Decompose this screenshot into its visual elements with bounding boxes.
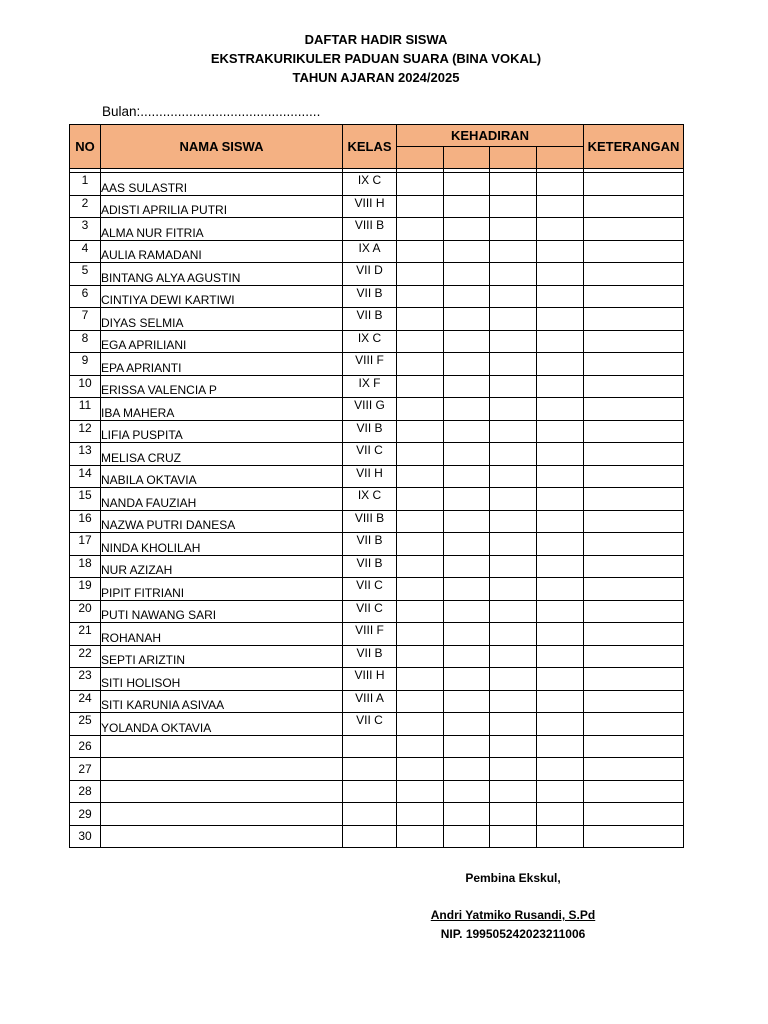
student-class [343,735,397,758]
table-row [70,218,684,241]
remarks-cell [584,803,684,826]
remarks-cell [584,285,684,308]
attendance-cell [490,240,537,263]
attendance-cell [397,195,444,218]
remarks-cell [584,825,684,848]
remarks-cell [584,308,684,331]
attendance-cell [444,758,490,781]
attendance-cell [397,690,444,713]
kehadiran-subcol [444,147,490,169]
row-number: 25 [70,713,101,736]
remarks-cell [584,623,684,646]
row-number: 28 [70,780,101,803]
student-name: PUTI NAWANG SARI [101,600,343,623]
row-number: 22 [70,645,101,668]
attendance-cell [490,465,537,488]
student-class [343,825,397,848]
attendance-cell [490,330,537,353]
month-field: Bulan:................................................ [102,104,321,119]
table-row [70,533,684,556]
attendance-cell [537,668,584,691]
attendance-cell [444,465,490,488]
attendance-cell [490,263,537,286]
row-number: 15 [70,488,101,511]
attendance-cell [397,510,444,533]
remarks-cell [584,645,684,668]
student-class: IX C [343,488,397,511]
table-row [70,488,684,511]
attendance-cell [444,330,490,353]
attendance-cell [444,285,490,308]
table-row [70,690,684,713]
attendance-cell [444,420,490,443]
student-name: AULIA RAMADANI [101,240,343,263]
student-class [343,780,397,803]
header-nama-siswa: NAMA SISWA [101,125,343,169]
signature-title: Pembina Ekskul, [465,871,561,885]
attendance-cell [537,780,584,803]
student-name [101,825,343,848]
attendance-cell [490,285,537,308]
attendance-cell [490,443,537,466]
attendance-cell [397,735,444,758]
row-number: 21 [70,623,101,646]
row-number: 13 [70,443,101,466]
student-class: VII C [343,713,397,736]
row-number: 3 [70,218,101,241]
attendance-cell [444,353,490,376]
remarks-cell [584,555,684,578]
table-row [70,555,684,578]
table-row [70,600,684,623]
student-class: IX C [343,330,397,353]
student-class: VIII H [343,195,397,218]
student-name: CINTIYA DEWI KARTIWI [101,285,343,308]
student-name: IBA MAHERA [101,398,343,421]
remarks-cell [584,330,684,353]
attendance-cell [490,578,537,601]
student-class: VIII A [343,690,397,713]
row-number: 20 [70,600,101,623]
header-school-year: TAHUN AJARAN 2024/2025 [292,70,460,85]
student-name: PIPIT FITRIANI [101,578,343,601]
remarks-cell [584,690,684,713]
attendance-cell [490,398,537,421]
table-row [70,803,684,826]
attendance-cell [490,375,537,398]
attendance-cell [537,555,584,578]
attendance-cell [397,398,444,421]
attendance-cell [490,645,537,668]
attendance-cell [537,375,584,398]
attendance-cell [444,668,490,691]
table-row [70,375,684,398]
attendance-cell [490,533,537,556]
remarks-cell [584,420,684,443]
remarks-cell [584,218,684,241]
attendance-cell [537,600,584,623]
attendance-table [69,124,684,848]
attendance-cell [490,353,537,376]
attendance-cell [397,578,444,601]
student-name: MELISA CRUZ [101,443,343,466]
student-name [101,803,343,826]
attendance-cell [537,578,584,601]
attendance-cell [444,578,490,601]
remarks-cell [584,533,684,556]
table-row [70,510,684,533]
student-class: VII B [343,645,397,668]
attendance-cell [490,600,537,623]
attendance-cell [444,375,490,398]
student-name: AAS SULASTRI [101,173,343,196]
attendance-cell [444,645,490,668]
row-number: 19 [70,578,101,601]
attendance-cell [397,285,444,308]
attendance-cell [537,263,584,286]
header-kehadiran: KEHADIRAN [397,125,584,147]
attendance-cell [397,218,444,241]
attendance-cell [444,443,490,466]
attendance-cell [490,668,537,691]
student-name: ALMA NUR FITRIA [101,218,343,241]
student-name: SITI KARUNIA ASIVAA [101,690,343,713]
attendance-cell [537,285,584,308]
student-name: ERISSA VALENCIA P [101,375,343,398]
row-number: 30 [70,825,101,848]
attendance-cell [397,420,444,443]
row-number: 11 [70,398,101,421]
attendance-cell [537,713,584,736]
attendance-cell [537,825,584,848]
remarks-cell [584,780,684,803]
attendance-cell [537,623,584,646]
table-row [70,173,684,196]
attendance-cell [397,803,444,826]
attendance-cell [490,825,537,848]
attendance-cell [444,173,490,196]
student-name: NUR AZIZAH [101,555,343,578]
table-row [70,758,684,781]
row-number: 24 [70,690,101,713]
attendance-cell [444,263,490,286]
header-title: DAFTAR HADIR SISWA [304,32,448,47]
student-class: VIII F [343,353,397,376]
row-number: 9 [70,353,101,376]
attendance-cell [537,690,584,713]
attendance-cell [537,533,584,556]
attendance-cell [537,398,584,421]
remarks-cell [584,195,684,218]
document-header [0,30,752,87]
row-number: 4 [70,240,101,263]
student-class [343,758,397,781]
remarks-cell [584,465,684,488]
student-name: ADISTI APRILIA PUTRI [101,195,343,218]
row-number: 1 [70,173,101,196]
student-class: VII B [343,308,397,331]
row-number: 7 [70,308,101,331]
attendance-cell [444,218,490,241]
remarks-cell [584,240,684,263]
table-row [70,420,684,443]
row-number: 8 [70,330,101,353]
header-keterangan: KETERANGAN [584,125,684,169]
table-row [70,668,684,691]
table-row [70,308,684,331]
attendance-cell [490,780,537,803]
row-number: 10 [70,375,101,398]
student-class: VII B [343,420,397,443]
attendance-cell [444,510,490,533]
attendance-cell [444,600,490,623]
attendance-cell [537,218,584,241]
student-name: NABILA OKTAVIA [101,465,343,488]
student-class: VII C [343,600,397,623]
attendance-cell [537,443,584,466]
attendance-cell [537,758,584,781]
table-row [70,623,684,646]
attendance-cell [397,240,444,263]
remarks-cell [584,443,684,466]
attendance-cell [490,420,537,443]
row-number: 16 [70,510,101,533]
table-row [70,330,684,353]
attendance-cell [537,465,584,488]
row-number: 12 [70,420,101,443]
attendance-cell [397,308,444,331]
attendance-cell [397,600,444,623]
attendance-cell [397,465,444,488]
remarks-cell [584,375,684,398]
attendance-cell [490,555,537,578]
student-name: YOLANDA OKTAVIA [101,713,343,736]
student-name: DIYAS SELMIA [101,308,343,331]
remarks-cell [584,173,684,196]
attendance-cell [397,173,444,196]
attendance-cell [397,488,444,511]
attendance-cell [444,308,490,331]
attendance-cell [490,173,537,196]
student-name: SEPTI ARIZTIN [101,645,343,668]
attendance-cell [537,510,584,533]
row-number: 17 [70,533,101,556]
signature-nip: NIP. 199505242023211006 [440,927,586,941]
attendance-cell [537,803,584,826]
attendance-cell [537,735,584,758]
student-class: IX A [343,240,397,263]
student-name: EGA APRILIANI [101,330,343,353]
attendance-cell [444,398,490,421]
table-row [70,443,684,466]
attendance-cell [444,713,490,736]
remarks-cell [584,510,684,533]
student-class: VII C [343,578,397,601]
student-name: EPA APRIANTI [101,353,343,376]
kehadiran-subcol [397,147,444,169]
student-name: ROHANAH [101,623,343,646]
attendance-cell [444,488,490,511]
attendance-cell [537,308,584,331]
student-name: SITI HOLISOH [101,668,343,691]
student-class: VII D [343,263,397,286]
attendance-cell [444,803,490,826]
attendance-cell [397,330,444,353]
student-name: LIFIA PUSPITA [101,420,343,443]
attendance-cell [397,353,444,376]
attendance-cell [490,510,537,533]
attendance-cell [537,173,584,196]
remarks-cell [584,578,684,601]
attendance-cell [490,195,537,218]
remarks-cell [584,488,684,511]
attendance-cell [490,218,537,241]
attendance-cell [397,555,444,578]
student-class: VII B [343,555,397,578]
attendance-cell [490,713,537,736]
header-kelas: KELAS [343,125,397,169]
table-row [70,285,684,308]
student-class: VII B [343,533,397,556]
row-number: 18 [70,555,101,578]
table-row [70,263,684,286]
student-class: VII C [343,443,397,466]
student-class: VIII G [343,398,397,421]
row-number: 27 [70,758,101,781]
student-class: VIII B [343,218,397,241]
student-name: NINDA KHOLILAH [101,533,343,556]
attendance-cell [537,330,584,353]
header-no: NO [70,125,101,169]
table-row [70,735,684,758]
attendance-cell [397,758,444,781]
row-number: 23 [70,668,101,691]
student-class [343,803,397,826]
attendance-cell [444,780,490,803]
remarks-cell [584,600,684,623]
table-row [70,578,684,601]
remarks-cell [584,398,684,421]
table-row [70,465,684,488]
student-class: VII B [343,285,397,308]
attendance-cell [397,825,444,848]
row-number: 26 [70,735,101,758]
student-class: IX C [343,173,397,196]
attendance-cell [444,533,490,556]
attendance-cell [537,645,584,668]
student-name [101,758,343,781]
remarks-cell [584,735,684,758]
attendance-cell [444,825,490,848]
student-class: VII H [343,465,397,488]
attendance-cell [397,623,444,646]
remarks-cell [584,713,684,736]
table-row [70,825,684,848]
attendance-cell [397,443,444,466]
table-row [70,713,684,736]
attendance-cell [397,533,444,556]
attendance-cell [490,758,537,781]
attendance-cell [490,803,537,826]
attendance-cell [537,195,584,218]
table-row [70,645,684,668]
attendance-cell [444,623,490,646]
student-class: VIII H [343,668,397,691]
attendance-cell [444,555,490,578]
student-name [101,780,343,803]
student-class: IX F [343,375,397,398]
row-number: 2 [70,195,101,218]
row-number: 29 [70,803,101,826]
table-row [70,780,684,803]
attendance-cell [444,240,490,263]
attendance-cell [444,735,490,758]
attendance-cell [537,488,584,511]
table-row [70,353,684,376]
remarks-cell [584,668,684,691]
attendance-cell [397,375,444,398]
table-row [70,195,684,218]
student-class: VIII F [343,623,397,646]
attendance-cell [397,263,444,286]
attendance-cell [490,488,537,511]
student-class: VIII B [343,510,397,533]
row-number: 14 [70,465,101,488]
attendance-cell [537,420,584,443]
attendance-cell [397,645,444,668]
remarks-cell [584,353,684,376]
attendance-cell [444,195,490,218]
attendance-cell [490,623,537,646]
attendance-cell [490,690,537,713]
student-name: NANDA FAUZIAH [101,488,343,511]
signature-name: Andri Yatmiko Rusandi, S.Pd [430,908,596,922]
attendance-cell [444,690,490,713]
attendance-cell [397,668,444,691]
remarks-cell [584,758,684,781]
kehadiran-subcol [490,147,537,169]
row-number: 6 [70,285,101,308]
header-subtitle: EKSTRAKURIKULER PADUAN SUARA (BINA VOKAL) [210,51,542,66]
student-name: BINTANG ALYA AGUSTIN [101,263,343,286]
remarks-cell [584,263,684,286]
kehadiran-subcol [537,147,584,169]
attendance-cell [490,308,537,331]
attendance-cell [397,780,444,803]
attendance-cell [397,713,444,736]
attendance-cell [537,240,584,263]
student-name [101,735,343,758]
row-number: 5 [70,263,101,286]
attendance-cell [490,735,537,758]
table-row [70,240,684,263]
attendance-table-body [70,169,684,848]
table-row [70,398,684,421]
attendance-cell [537,353,584,376]
student-name: NAZWA PUTRI DANESA [101,510,343,533]
